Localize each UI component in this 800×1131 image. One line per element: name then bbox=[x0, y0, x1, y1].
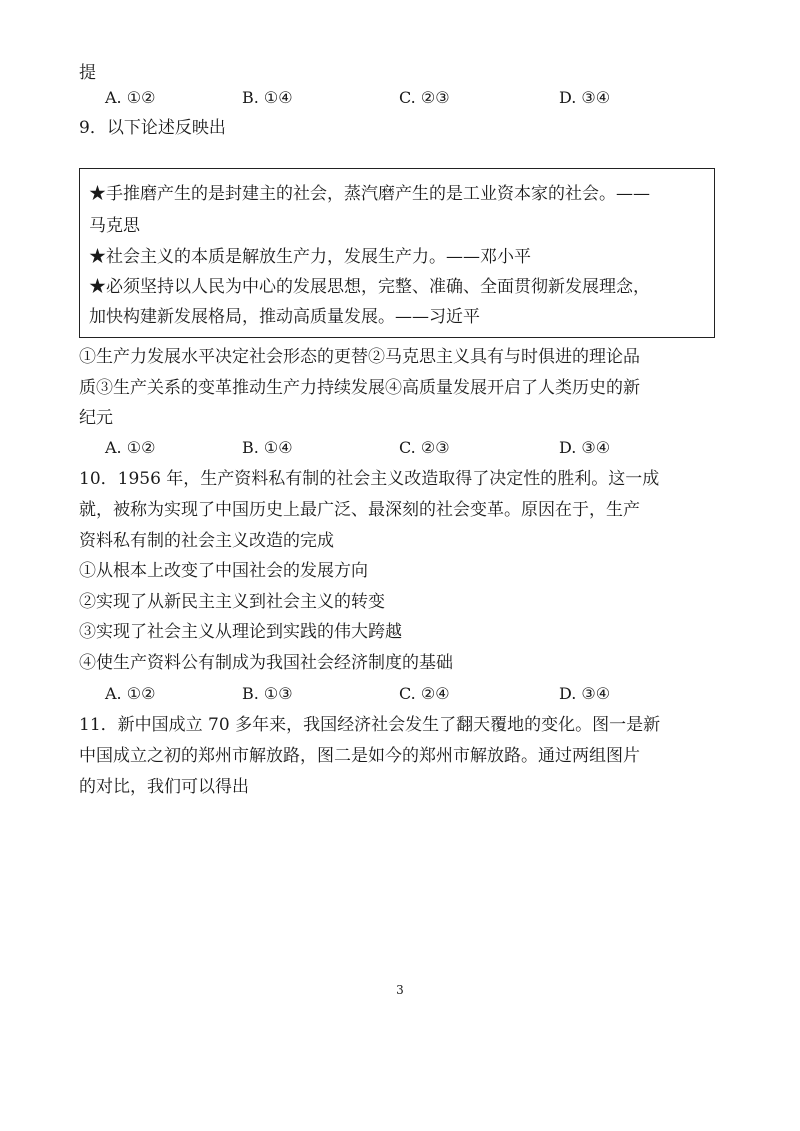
q10-option-b: B. ①③ bbox=[242, 684, 293, 703]
page-number: 3 bbox=[396, 983, 404, 997]
q11-stem-line: 11．新中国成立 70 多年来，我国经济社会发生了翻天覆地的变化。图一是新 bbox=[79, 715, 661, 735]
q9-quote-box bbox=[79, 168, 715, 338]
q9-option-d: D. ③④ bbox=[559, 438, 611, 457]
q10-stem-line: 资料私有制的社会主义改造的完成 bbox=[79, 531, 334, 551]
q8-option-a: A. ①② bbox=[105, 88, 156, 107]
q9-stem: 9．以下论述反映出 bbox=[79, 118, 226, 138]
q9-quote-line: 加快构建新发展格局，推动高质量发展。——习近平 bbox=[89, 307, 480, 327]
q10-stem-line: 10．1956 年，生产资料私有制的社会主义改造取得了决定性的胜利。这一成 bbox=[79, 469, 660, 489]
q10-choice: ④使生产资料公有制成为我国社会经济制度的基础 bbox=[79, 653, 453, 673]
q8-stem-tail: 提 bbox=[79, 63, 96, 83]
q10-option-a: A. ①② bbox=[105, 684, 156, 703]
q10-choice: ①从根本上改变了中国社会的发展方向 bbox=[79, 561, 368, 581]
q9-option-a: A. ①② bbox=[105, 438, 156, 457]
q10-choice: ③实现了社会主义从理论到实践的伟大跨越 bbox=[79, 622, 402, 642]
q8-option-b: B. ①④ bbox=[242, 88, 293, 107]
q10-option-d: D. ③④ bbox=[559, 684, 611, 703]
q10-stem-line: 就，被称为实现了中国历史上最广泛、最深刻的社会变革。原因在于，生产 bbox=[79, 500, 640, 520]
q9-choices-line: 纪元 bbox=[79, 408, 113, 428]
q9-quote-line: 马克思 bbox=[89, 216, 140, 236]
q11-stem-line: 的对比，我们可以得出 bbox=[79, 777, 249, 797]
q9-quote-line: ★手推磨产生的是封建主的社会，蒸汽磨产生的是工业资本家的社会。—— bbox=[89, 184, 650, 204]
q9-quote-line: ★社会主义的本质是解放生产力，发展生产力。——邓小平 bbox=[89, 247, 531, 267]
q9-option-b: B. ①④ bbox=[242, 438, 293, 457]
q8-option-d: D. ③④ bbox=[559, 88, 611, 107]
q9-choices-line: ①生产力发展水平决定社会形态的更替②马克思主义具有与时俱进的理论品 bbox=[79, 347, 640, 367]
q9-option-c: C. ②③ bbox=[399, 438, 450, 457]
q9-choices-line: 质③生产关系的变革推动生产力持续发展④高质量发展开启了人类历史的新 bbox=[79, 378, 640, 398]
q10-choice: ②实现了从新民主主义到社会主义的转变 bbox=[79, 592, 385, 612]
q11-stem-line: 中国成立之初的郑州市解放路，图二是如今的郑州市解放路。通过两组图片 bbox=[79, 746, 640, 766]
q10-option-c: C. ②④ bbox=[399, 684, 450, 703]
q9-quote-line: ★必须坚持以人民为中心的发展思想，完整、准确、全面贯彻新发展理念， bbox=[89, 277, 650, 297]
q8-option-c: C. ②③ bbox=[399, 88, 450, 107]
